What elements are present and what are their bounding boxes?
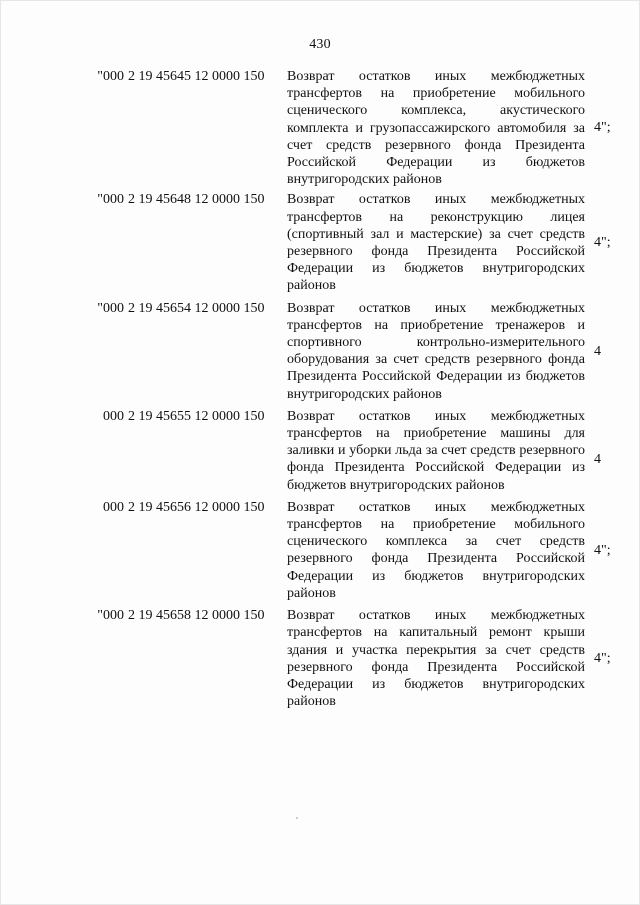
budget-code-table	[0, 68, 640, 710]
row-mark: 4";	[594, 120, 611, 135]
row-description: Возврат остатков иных межбюджетных трансфертов на реконструкцию лицея (спортивный зал и мастерские) за счет средств резервного фонда Президента Российской Федерации из бюджетов внутригородских районов	[287, 192, 585, 294]
budget-classification-code: 2 19 45656 12 0000 150	[128, 499, 265, 515]
table-row	[0, 300, 640, 403]
admin-code: 000	[103, 408, 124, 424]
table-row	[0, 191, 640, 294]
admin-code: "000	[97, 300, 124, 316]
row-description: Возврат остатков иных межбюджетных трансфертов на капитальный ремонт крыши здания и участка перекрытия за счет средств резервного фонда Президента Российской Федерации из бюджетов внутригородских районов	[287, 608, 585, 710]
row-mark: 4	[594, 451, 601, 467]
admin-code: "000	[97, 69, 124, 84]
scan-speck	[296, 817, 298, 819]
budget-classification-code: 2 19 45654 12 0000 150	[128, 300, 265, 316]
page-number: 430	[309, 37, 331, 52]
admin-code: "000	[97, 608, 124, 624]
budget-classification-code: 2 19 45658 12 0000 150	[128, 608, 265, 624]
table-row	[0, 68, 640, 188]
row-mark: 4";	[594, 235, 611, 251]
row-mark: 4	[594, 343, 601, 359]
row-description: Возврат остатков иных межбюджетных трансфертов на приобретение мобильного сценического комплекса за счет средств резервного фонда Президента Российской Федерации из бюджетов внутригородских районов	[287, 499, 585, 601]
budget-classification-code: 2 19 45655 12 0000 150	[128, 408, 265, 424]
table-row	[0, 499, 640, 602]
row-description: Возврат остатков иных межбюджетных трансфертов на приобретение тренажеров и спортивного контрольно-измерительного оборудования за счет средств резервного фонда Президента Российской Федерации из бюджетов внутригородских районов	[287, 300, 585, 402]
table-row	[0, 607, 640, 710]
admin-code: 000	[103, 499, 124, 515]
row-mark: 4";	[594, 542, 611, 558]
row-mark: 4";	[594, 651, 611, 667]
budget-classification-code: 2 19 45645 12 0000 150	[128, 69, 265, 84]
budget-classification-code: 2 19 45648 12 0000 150	[128, 192, 265, 208]
admin-code: "000	[97, 192, 124, 208]
row-description: Возврат остатков иных межбюджетных трансфертов на приобретение мобильного сценического комплекса, акустического комплекта и грузопассажирского автомобиля за счет средств резервного фонда Президента Российской Федерации из бюджетов внутригородских районов	[287, 69, 585, 188]
table-row	[0, 408, 640, 494]
row-description: Возврат остатков иных межбюджетных трансфертов на приобретение машины для заливки и уборки льда за счет средств резервного фонда Президента Российской Федерации из бюджетов внутригородских районов	[287, 408, 585, 493]
